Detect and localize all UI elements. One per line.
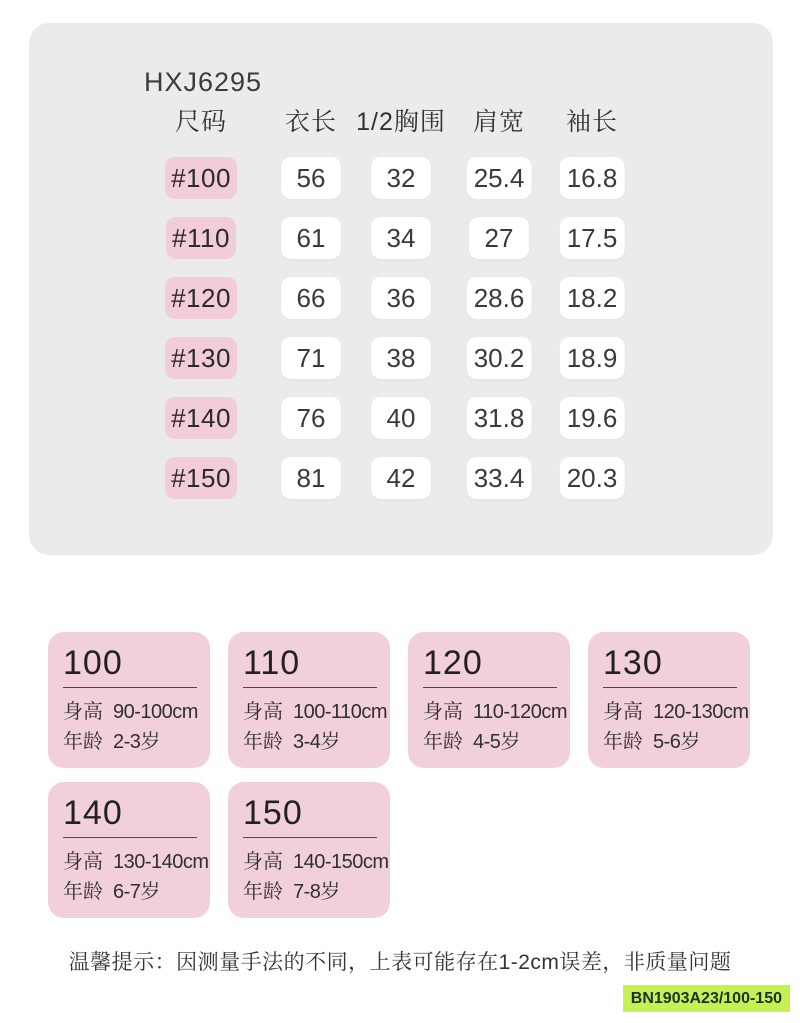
size-label-badge: #140 — [165, 397, 237, 439]
measurement-chip: 28.6 — [467, 277, 532, 319]
size-label-badge: #130 — [165, 337, 237, 379]
age-value: 6-7岁 — [113, 881, 160, 903]
size-label-badge: #110 — [166, 217, 236, 259]
card-size-number: 100 — [63, 644, 123, 682]
table-header-row — [29, 102, 773, 136]
measurement-chip: 18.9 — [560, 337, 625, 379]
column-header: 尺码 — [174, 108, 228, 136]
card-divider — [243, 837, 377, 838]
card-height-line — [243, 697, 386, 727]
size-cards — [48, 632, 752, 918]
size-card-140 — [48, 782, 210, 918]
size-label-badge: #150 — [165, 457, 237, 499]
age-label: 年龄 — [423, 731, 463, 753]
measurement-chip: 20.3 — [560, 457, 625, 499]
height-value: 120-130cm — [653, 701, 749, 723]
measurement-chip: 25.4 — [467, 157, 532, 199]
age-value: 4-5岁 — [473, 731, 520, 753]
size-card-100 — [48, 632, 210, 768]
age-label: 年龄 — [63, 731, 103, 753]
height-label: 身高 — [603, 701, 643, 723]
card-age-line — [63, 877, 206, 907]
height-value: 100-110cm — [293, 701, 388, 723]
card-age-line — [63, 727, 206, 757]
height-value: 140-150cm — [293, 851, 389, 873]
sku-badge: BN1903A23/100-150 — [623, 985, 790, 1012]
measurement-chip: 36 — [371, 277, 431, 319]
size-card-150 — [228, 782, 390, 918]
card-age-line — [243, 877, 386, 907]
card-divider — [603, 687, 737, 688]
size-label-badge: #100 — [165, 157, 237, 199]
age-label: 年龄 — [243, 881, 283, 903]
table-row — [29, 277, 773, 319]
measurement-chip: 17.5 — [560, 217, 625, 259]
measurement-chip: 18.2 — [560, 277, 625, 319]
size-label-badge: #120 — [165, 277, 237, 319]
card-age-line — [603, 727, 746, 757]
card-size-number: 150 — [243, 794, 303, 832]
table-row — [29, 457, 773, 499]
card-size-number: 110 — [243, 644, 301, 682]
measurement-chip: 71 — [281, 337, 341, 379]
card-size-number: 130 — [603, 644, 663, 682]
card-size-number: 140 — [63, 794, 123, 832]
size-card-110 — [228, 632, 390, 768]
size-table-panel — [29, 23, 773, 555]
height-label: 身高 — [423, 701, 463, 723]
height-value: 130-140cm — [113, 851, 209, 873]
height-value: 110-120cm — [473, 701, 568, 723]
card-age-line — [423, 727, 566, 757]
card-height-line — [243, 847, 389, 877]
card-age-line — [243, 727, 386, 757]
measurement-chip: 32 — [371, 157, 431, 199]
card-divider — [63, 837, 197, 838]
measurement-chip: 61 — [281, 217, 341, 259]
size-card-130 — [588, 632, 750, 768]
card-height-line — [603, 697, 749, 727]
measurement-chip: 30.2 — [467, 337, 532, 379]
measurement-chip: 16.8 — [560, 157, 625, 199]
measurement-chip: 34 — [371, 217, 431, 259]
measurement-chip: 76 — [281, 397, 341, 439]
card-divider — [63, 687, 197, 688]
table-row — [29, 217, 773, 259]
card-divider — [423, 687, 557, 688]
table-row — [29, 397, 773, 439]
card-height-line — [63, 847, 209, 877]
table-row — [29, 337, 773, 379]
age-value: 2-3岁 — [113, 731, 160, 753]
age-label: 年龄 — [243, 731, 283, 753]
age-label: 年龄 — [63, 881, 103, 903]
column-header: 1/2胸围 — [356, 108, 446, 136]
measurement-tip: 温馨提示：因测量手法的不同，上表可能存在1-2cm误差，非质量问题 — [68, 951, 732, 974]
height-label: 身高 — [243, 701, 283, 723]
column-header: 肩宽 — [472, 108, 526, 136]
measurement-chip: 31.8 — [467, 397, 532, 439]
column-header: 衣长 — [284, 108, 338, 136]
height-label: 身高 — [243, 851, 283, 873]
measurement-chip: 66 — [281, 277, 341, 319]
measurement-chip: 56 — [281, 157, 341, 199]
size-card-120 — [408, 632, 570, 768]
measurement-chip: 38 — [371, 337, 431, 379]
height-label: 身高 — [63, 851, 103, 873]
measurement-chip: 27 — [469, 217, 529, 259]
table-row — [29, 157, 773, 199]
measurement-chip: 42 — [371, 457, 431, 499]
card-height-line — [63, 697, 206, 727]
measurement-chip: 40 — [371, 397, 431, 439]
height-value: 90-100cm — [113, 701, 198, 723]
age-value: 5-6岁 — [653, 731, 700, 753]
height-label: 身高 — [63, 701, 103, 723]
measurement-chip: 19.6 — [560, 397, 625, 439]
column-header: 袖长 — [565, 108, 619, 136]
age-value: 3-4岁 — [293, 731, 340, 753]
measurement-chip: 33.4 — [467, 457, 532, 499]
age-value: 7-8岁 — [293, 881, 340, 903]
model-number: HXJ6295 — [143, 67, 263, 97]
card-height-line — [423, 697, 566, 727]
measurement-chip: 81 — [281, 457, 341, 499]
card-divider — [243, 687, 377, 688]
age-label: 年龄 — [603, 731, 643, 753]
card-size-number: 120 — [423, 644, 483, 682]
